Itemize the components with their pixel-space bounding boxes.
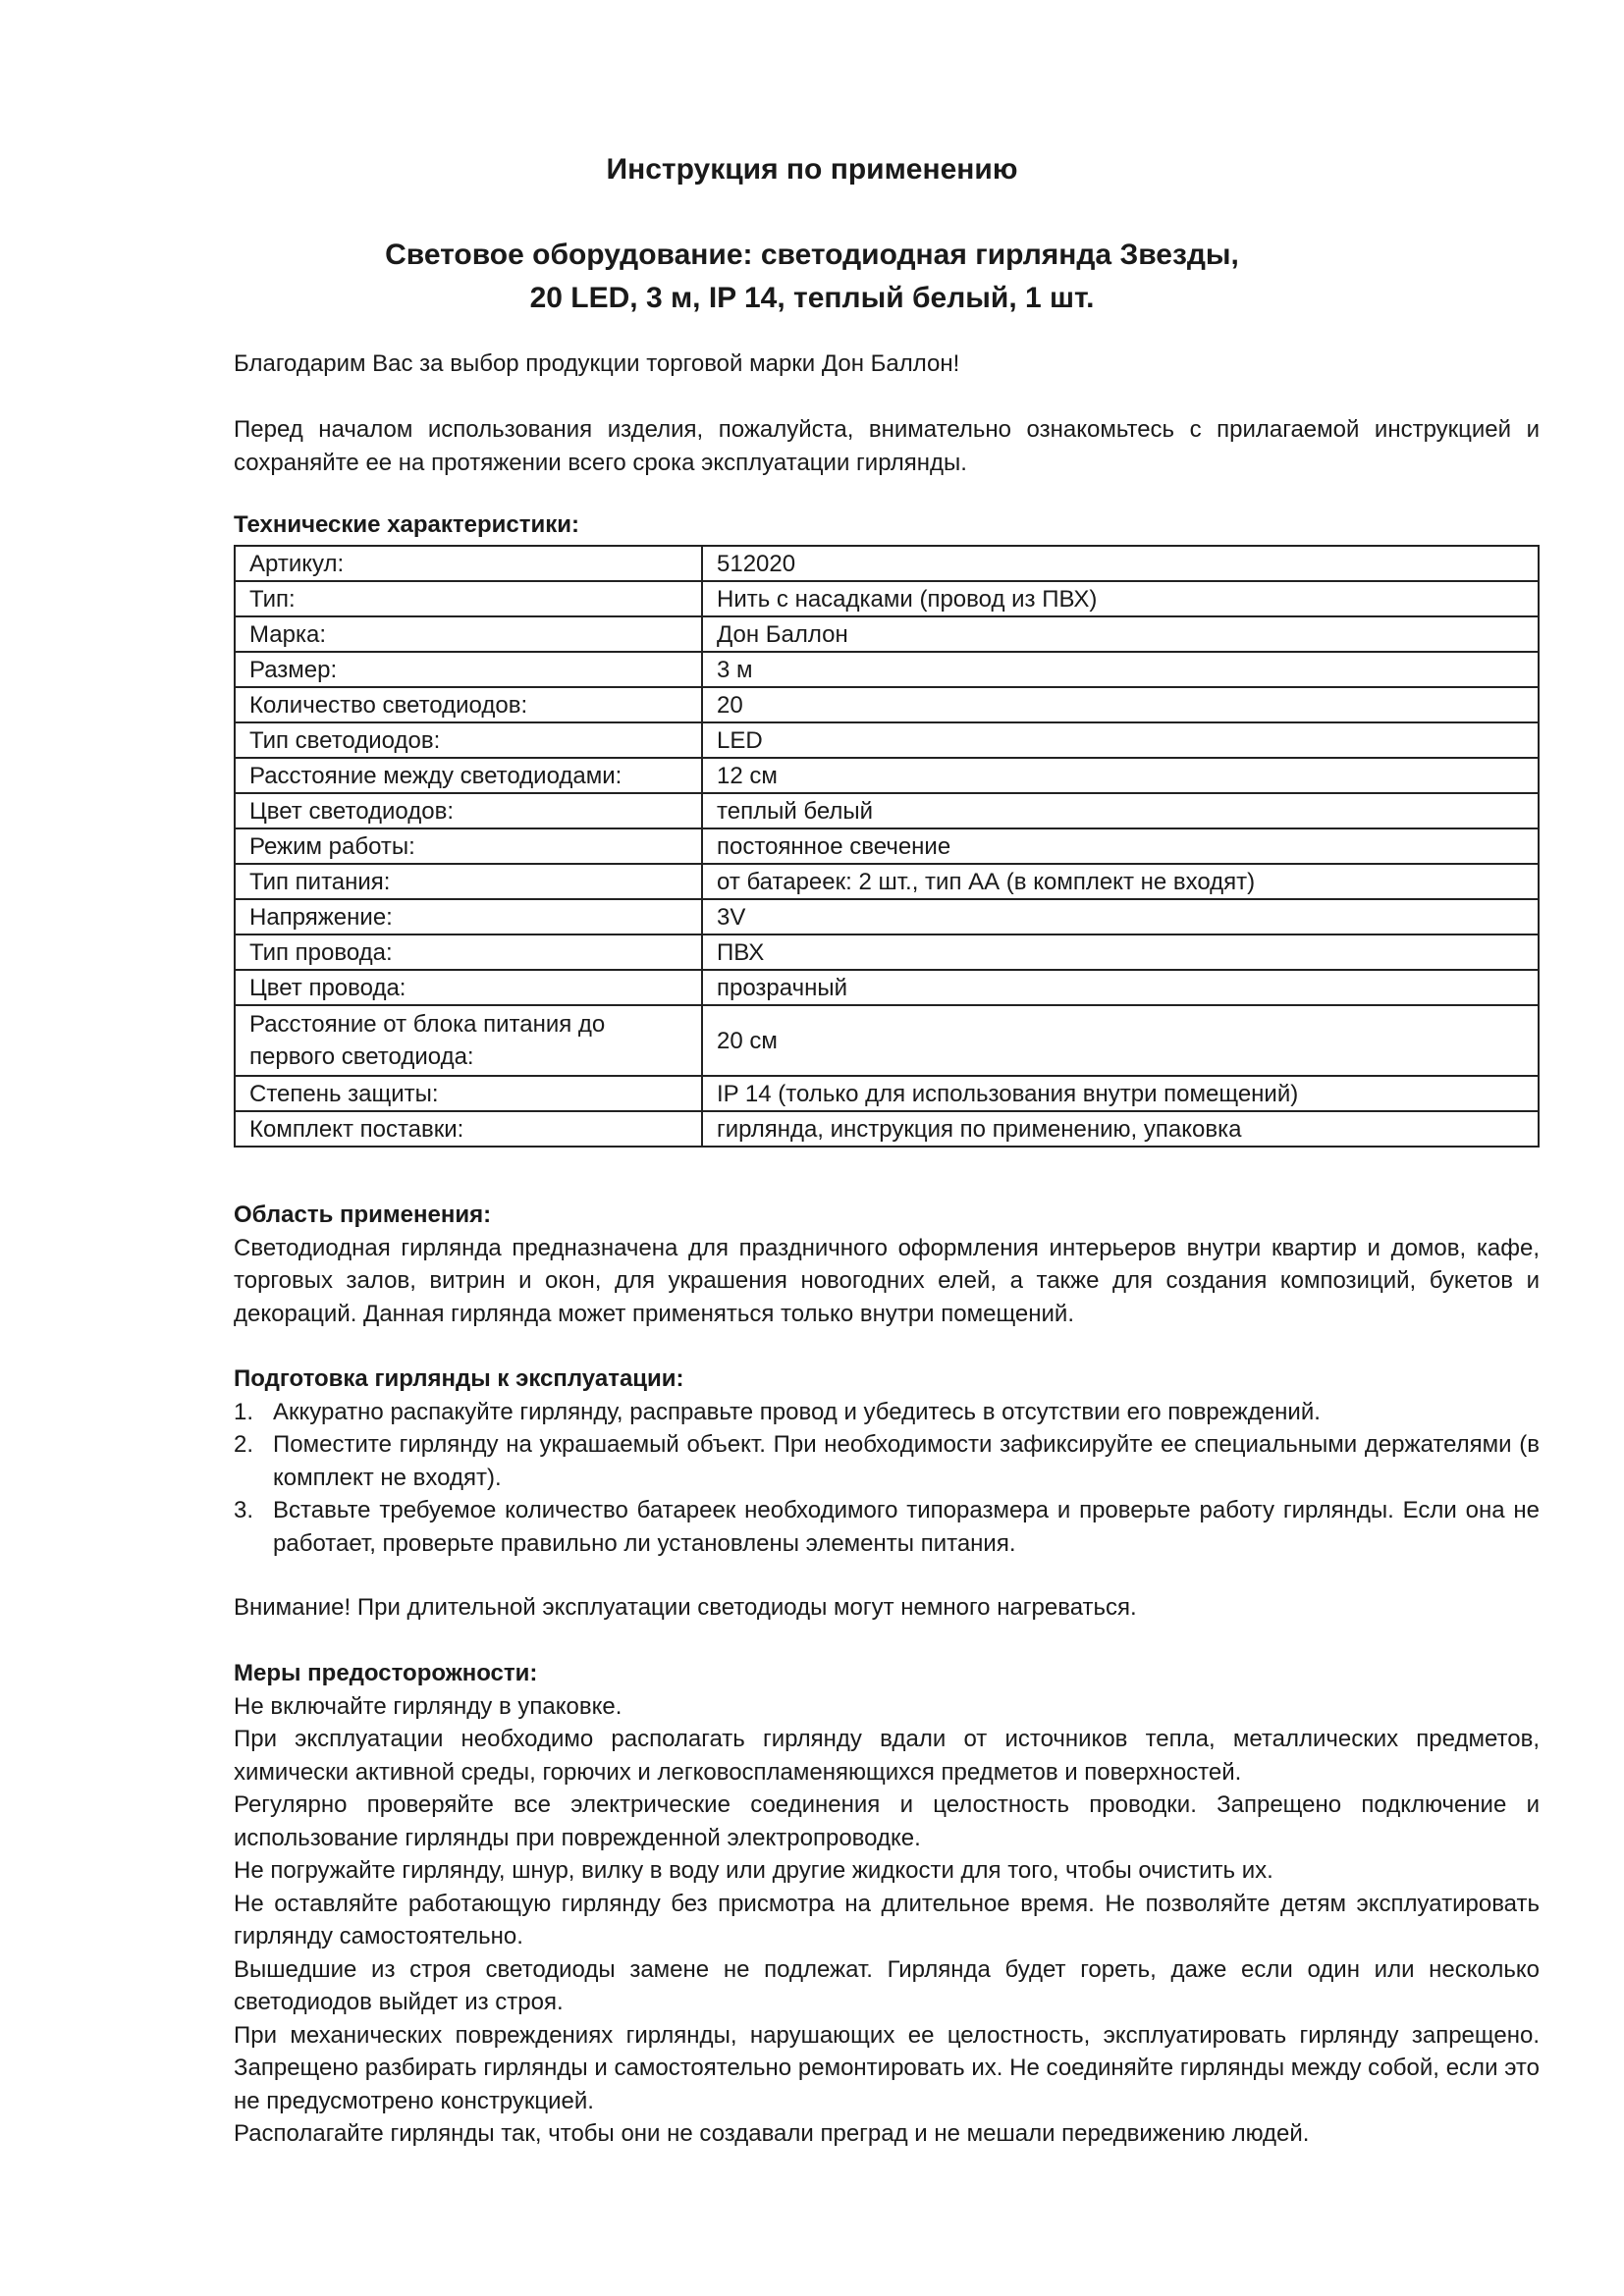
product-title-line1: Световое оборудование: светодиодная гирлянда Звезды, (385, 239, 1239, 271)
spec-key: Артикул: (235, 546, 702, 581)
spec-value: постоянное свечение (702, 828, 1539, 864)
spec-value: теплый белый (702, 793, 1539, 828)
spec-key-line1: Расстояние от блока питания до (249, 1011, 606, 1038)
application-heading: Область применения: (234, 1201, 492, 1228)
precaution-item: Располагайте гирлянды так, чтобы они не создавали преград и не мешали передвижению людей. (234, 2120, 1310, 2147)
spec-key: Тип светодиодов: (235, 722, 702, 758)
step-number: 3. (234, 1497, 254, 1523)
list-item (234, 1428, 1540, 1494)
precautions-heading: Меры предосторожности: (234, 1660, 538, 1686)
table-row (235, 581, 1539, 616)
spec-value: Нить с насадками (провод из ПВХ) (702, 581, 1539, 616)
table-row (235, 934, 1539, 970)
specs-table (234, 545, 1540, 1148)
table-row (235, 864, 1539, 899)
step-text: Поместите гирлянду на украшаемый объект. При необходимости зафиксируйте ее специальными держателями (в комплект не входят). (273, 1431, 1540, 1491)
spec-value: 3V (702, 899, 1539, 934)
spec-key: Цвет провода: (235, 970, 702, 1005)
spec-key: Комплект поставки: (235, 1111, 702, 1147)
spec-key: Расстояние между светодиодами: (235, 758, 702, 793)
spec-key: Режим работы: (235, 828, 702, 864)
spec-value: 20 (702, 687, 1539, 722)
list-item (234, 1494, 1540, 1560)
table-row (235, 616, 1539, 652)
warning-text: Внимание! При длительной эксплуатации светодиоды могут немного нагреваться. (234, 1594, 1137, 1621)
table-row (235, 758, 1539, 793)
preparation-heading: Подготовка гирлянды к эксплуатации: (234, 1365, 684, 1392)
step-number: 2. (234, 1431, 254, 1458)
precaution-item: Регулярно проверяйте все электрические соединения и целостность проводки. Запрещено подключение и использование гирлянды при поврежденной электропроводке. (234, 1791, 1540, 1851)
spec-value: Дон Баллон (702, 616, 1539, 652)
table-row (235, 1111, 1539, 1147)
spec-key: Тип: (235, 581, 702, 616)
table-row (235, 1005, 1539, 1076)
spec-key: Тип провода: (235, 934, 702, 970)
spec-value: прозрачный (702, 970, 1539, 1005)
precautions-section (234, 1657, 1540, 2151)
spec-value: 20 см (702, 1005, 1539, 1076)
precaution-item: При механических повреждениях гирлянды, нарушающих ее целостность, эксплуатировать гирлянду запрещено. Запрещено разбирать гирлянды и самостоятельно ремонтировать их. Не соединяйте гирлянды между собой, если это не предусмотрено конструкцией. (234, 2021, 1540, 2114)
spec-key: Степень защиты: (235, 1076, 702, 1111)
precaution-item: Не погружайте гирлянду, шнур, вилку в воду или другие жидкости для того, чтобы очистить их. (234, 1857, 1273, 1884)
preparation-section (234, 1362, 1540, 1560)
step-number: 1. (234, 1398, 254, 1425)
table-row (235, 970, 1539, 1005)
spec-key: Размер: (235, 652, 702, 687)
table-row (235, 899, 1539, 934)
spec-key: Количество светодиодов: (235, 687, 702, 722)
spec-key-line2: первого светодиода: (249, 1043, 474, 1070)
precaution-item: Не включайте гирлянду в упаковке. (234, 1692, 623, 1720)
spec-key: Напряжение: (235, 899, 702, 934)
spec-key: Тип питания: (235, 864, 702, 899)
spec-value: LED (702, 722, 1539, 758)
spec-value: ПВХ (702, 934, 1539, 970)
intro-text: Перед началом использования изделия, пожалуйста, внимательно ознакомьтесь с прилагаемой инструкцией и сохраняйте ее на протяжении всего срока эксплуатации гирлянды. (234, 416, 1540, 476)
preparation-steps (234, 1396, 1540, 1561)
precaution-item: Вышедшие из строя светодиоды замене не подлежат. Гирлянда будет гореть, даже если один или несколько светодиодов выйдет из строя. (234, 1955, 1540, 2015)
spec-key (235, 1005, 702, 1076)
document-title: Инструкция по применению (606, 153, 1018, 186)
spec-key: Цвет светодиодов: (235, 793, 702, 828)
step-text: Вставьте требуемое количество батареек необходимого типоразмера и проверьте работу гирлянды. Если она не работает, проверьте правильно ли установлены элементы питания. (273, 1497, 1540, 1557)
application-section (234, 1199, 1540, 1330)
table-row (235, 1076, 1539, 1111)
spec-value: 3 м (702, 652, 1539, 687)
precaution-item: Не оставляйте работающую гирлянду без присмотра на длительное время. Не позволяйте детям эксплуатировать гирлянду самостоятельно. (234, 1890, 1540, 1949)
table-row (235, 793, 1539, 828)
table-row (235, 546, 1539, 581)
spec-value: IP 14 (только для использования внутри помещений) (702, 1076, 1539, 1111)
spec-value: гирлянда, инструкция по применению, упаковка (702, 1111, 1539, 1147)
precaution-item: При эксплуатации необходимо располагать гирлянду вдали от источников тепла, металлических предметов, химически активной среды, горючих и легковоспламеняющихся предметов и поверхностей. (234, 1726, 1540, 1786)
table-row (235, 652, 1539, 687)
thanks-text: Благодарим Вас за выбор продукции торговой марки Дон Баллон! (234, 350, 960, 377)
product-title (0, 234, 1624, 320)
table-row (235, 722, 1539, 758)
list-item (234, 1396, 1540, 1429)
step-text: Аккуратно распакуйте гирлянду, расправьте провод и убедитесь в отсутствии его повреждений. (273, 1398, 1321, 1425)
spec-key: Марка: (235, 616, 702, 652)
specs-heading: Технические характеристики: (234, 511, 580, 538)
spec-value: 512020 (702, 546, 1539, 581)
application-text: Светодиодная гирлянда предназначена для праздничного оформления интерьеров внутри квартир и домов, кафе, торговых залов, витрин и окон, для украшения новогодних елей, а также для создания композиций, букетов и декораций. Данная гирлянда может применяться только внутри помещений. (234, 1234, 1540, 1327)
spec-value: 12 см (702, 758, 1539, 793)
spec-value: от батареек: 2 шт., тип АА (в комплект не входят) (702, 864, 1539, 899)
table-row (235, 828, 1539, 864)
product-title-line2: 20 LED, 3 м, IP 14, теплый белый, 1 шт. (529, 282, 1095, 314)
table-row (235, 687, 1539, 722)
